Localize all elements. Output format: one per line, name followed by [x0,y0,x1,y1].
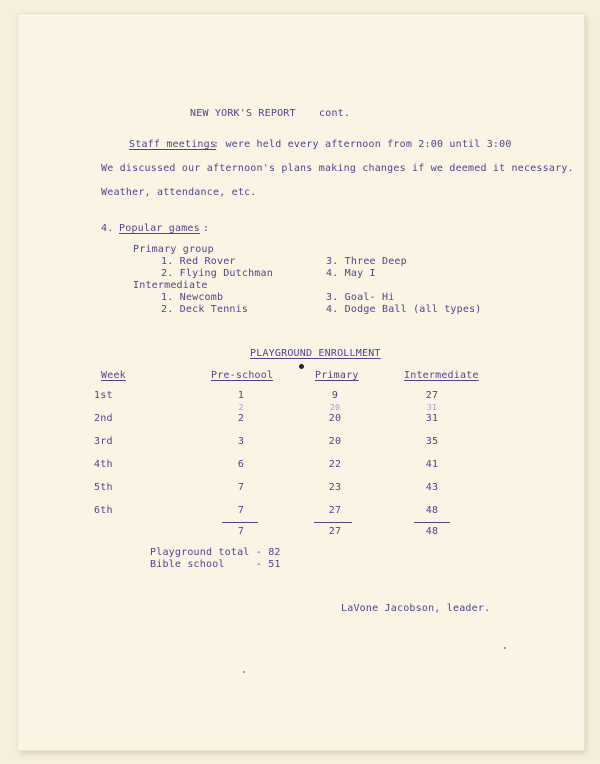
staff-meetings-text: : were held every afternoon from 2:00 until 3:00 [213,139,512,150]
signature: LaVone Jacobson, leader. [341,603,491,614]
intermediate-group-label: Intermediate [133,280,208,291]
col-header-primary: Primary [315,370,359,381]
table-cell-primary: 22 [328,459,342,470]
enrollment-title: PLAYGROUND ENROLLMENT [250,348,381,359]
table-row-week: 5th [94,482,113,493]
faint-primary: 20 [329,403,341,412]
staff-meetings-line2: We discussed our afternoon's plans making changes if we deemed it necessary. [101,163,574,174]
table-cell-primary: 20 [328,436,342,447]
faint-intermediate: 31 [426,403,438,412]
table-row-week: 3rd [94,436,113,447]
table-cell-intermediate: 48 [425,505,439,516]
primary-group-label: Primary group [133,244,214,255]
table-row-week: 2nd [94,413,113,424]
table-cell-intermediate: 41 [425,459,439,470]
table-cell-preschool: 1 [237,390,245,401]
col-header-preschool: Pre-school [211,370,274,381]
paper-speck [243,671,245,673]
bible-school-total: Bible school - 51 [150,559,281,570]
total-rule-primary [314,522,352,523]
table-cell-primary: 20 [328,413,342,424]
playground-total: Playground total - 82 [150,547,281,558]
total-intermediate: 48 [425,526,439,537]
total-primary: 27 [328,526,342,537]
report-title: NEW YORK'S REPORT [190,108,296,119]
intermediate-game-1: 1. Newcomb [161,292,224,303]
staff-meetings-label: Staff meetings [129,139,217,150]
table-cell-primary: 23 [328,482,342,493]
primary-game-4: 4. May I [326,268,376,279]
intermediate-game-3: 3. Goal- Hi [326,292,395,303]
col-header-intermediate: Intermediate [404,370,479,381]
intermediate-game-4: 4. Dodge Ball (all types) [326,304,482,315]
col-header-week: Week [101,370,126,381]
intermediate-game-2: 2. Deck Tennis [161,304,249,315]
table-cell-primary: 27 [328,505,342,516]
staff-meetings-line3: Weather, attendance, etc. [101,187,257,198]
primary-game-2: 2. Flying Dutchman [161,268,273,279]
paper-speck [504,647,506,649]
total-rule-intermediate [414,522,450,523]
table-cell-primary: 9 [331,390,339,401]
table-row-week: 1st [94,390,113,401]
total-preschool: 7 [237,526,245,537]
table-row-week: 6th [94,505,113,516]
table-cell-preschool: 3 [237,436,245,447]
table-cell-preschool: 7 [237,505,245,516]
table-cell-preschool: 7 [237,482,245,493]
table-cell-intermediate: 27 [425,390,439,401]
document-page [18,14,584,750]
table-cell-preschool: 2 [237,413,245,424]
games-number: 4. [101,223,114,234]
table-cell-intermediate: 43 [425,482,439,493]
faint-preschool: 2 [238,403,244,412]
table-cell-intermediate: 35 [425,436,439,447]
primary-game-3: 3. Three Deep [326,256,407,267]
total-rule-preschool [222,522,258,523]
ink-dot [299,364,304,369]
table-cell-preschool: 6 [237,459,245,470]
primary-game-1: 1. Red Rover [161,256,236,267]
games-label: Popular games [119,223,200,234]
table-row-week: 4th [94,459,113,470]
report-cont: cont. [319,108,351,119]
table-cell-intermediate: 31 [425,413,439,424]
games-colon: : [203,223,210,234]
